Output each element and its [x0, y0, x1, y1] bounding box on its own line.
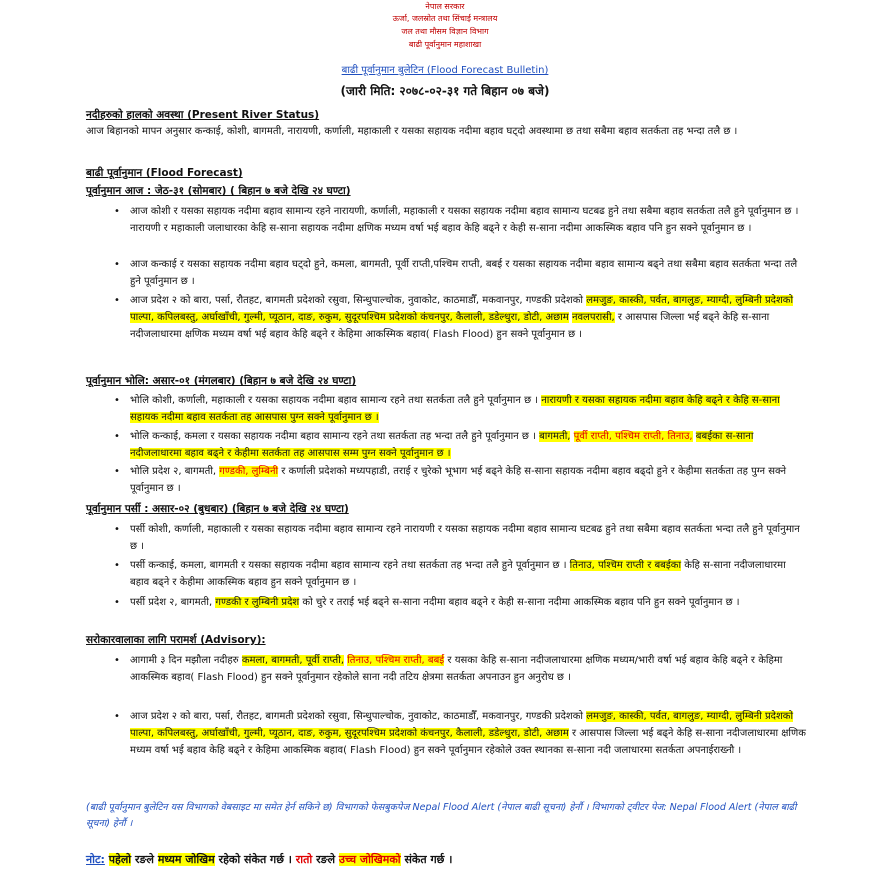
note-medium-risk: मध्यम जोखिम: [157, 853, 215, 866]
tomorrow-bullet-2: [114, 428, 806, 462]
tomorrow-bullet-3-text-b: र कर्णाली प्रदेशको मध्यपहाडी, तराई र चुरेको भूभाग भई बढ्ने केहि स-साना सहायक नदीमा बहाव बढ्दो हुने र केहीमा सतर्कता तह पुग्न सक्ने पूर्वानुमान छ ।: [130, 466, 787, 494]
bullet-icon: •: [114, 466, 120, 477]
tomorrow-bullet-3: [114, 463, 806, 497]
bullet-icon: •: [114, 655, 120, 666]
dayafter-bullet-2: [114, 557, 806, 591]
note-text-1: रङले: [135, 853, 154, 866]
note-text-end: संकेत गर्छ ।: [404, 853, 453, 866]
header-division: बाढी पूर्वानुमान महाशाखा: [408, 40, 482, 49]
present-status-text: आज बिहानको मापन अनुसार कन्काई, कोशी, बागमती, नारायणी, कर्णाली, महाकाली र यसका सहायक नदीमा बहाव घट्दो अवस्थामा छ तथा सबैमा बहाव सतर्कता तह भन्दा तलै छ ।: [86, 126, 738, 137]
present-status-heading: नदीहरुको हालको अवस्था (Present River Status): [86, 109, 320, 121]
dayafter-bullet-2-text-a: पर्सी कन्काई, कमला, बागमती र यसका सहायक नदीमा बहाव सामान्य रहने तथा सतर्कता तह भन्दा तलै हुने पूर्वानुमान छ ।: [130, 560, 567, 571]
tomorrow-bullet-1-text: भोलि कोशी, कर्णाली, महाकाली र यसका सहायक नदीमा बहाव सामान्य रहने तथा सतर्कता तलै हुने पूर्वानुमान छ ।: [130, 395, 539, 406]
tomorrow-bullet-2-red-highlight: पूर्वी राप्ती, पश्चिम राप्ती, तिनाउ,: [573, 431, 693, 442]
legend-note: [86, 852, 452, 867]
today-bullet-3-text-a: आज प्रदेश २ को बारा, पर्सा, रौतहट, बागमती प्रदेशको रसुवा, सिन्धुपाल्चोक, नुवाकोट, काठमाडौँ, मकवानपुर, गण्डकी प्रदेशको: [130, 295, 583, 306]
advisory-bullet-1-text-b: र यसका केहि स-साना नदीजलाधारमा क्षणिक मध्यम/भारी वर्षा भई बहाव केहि बढ्ने र केहिमा आकस्मिक बहाव( Flash Flood) हुन सक्ने पूर्वानुमान रहेकोले साना नदी तटिय क्षेत्रमा सतर्कता अपनाउन हुन अनुरोध छ ।: [130, 655, 783, 683]
tomorrow-bullet-3-highlight: गण्डकी, लुम्बिनी: [219, 466, 279, 477]
tomorrow-bullet-1: [114, 392, 806, 426]
dayafter-bullet-2-highlight: तिनाउ, पश्चिम राप्ती र बबईका: [569, 560, 682, 571]
today-bullet-3: [114, 292, 806, 343]
header-department: जल तथा मौसम विज्ञान विभाग: [401, 27, 489, 36]
bullet-icon: •: [114, 295, 120, 306]
advisory-bullet-2-text-b: र आसपास जिल्ला भई बढ्ने केहि स-साना नदीजलाधारमा क्षणिक मध्यम वर्षा भई बहाव केहि बढ्ने र केहिमा आकस्मिक बहाव( Flash Flood) हुन सक्ने पूर्वानुमान रहेकोले उक्त स्थानका स-साना नदी जलाधारमा सतर्कता अपनाईराख्नौ ।: [130, 728, 806, 756]
bulletin-title: बाढी पूर्वानुमान बुलेटिन (Flood Forecast Bulletin): [341, 65, 549, 76]
dayafter-bullet-1: [114, 521, 806, 555]
dayafter-bullet-2-text-b: केहि स-साना नदीजलाधारमा बहाव बढ्ने र केहीमा आकस्मिक बहाव हुन सक्ने पूर्वानुमान छ ।: [130, 560, 786, 588]
tomorrow-bullet-2-highlight-2: बबईका स-साना नदीजलाधारमा बहाव बढ्ने र केहीमा सतर्कता तह आसपास सम्म पुग्न सक्ने पूर्वानुमान छ ।: [130, 431, 754, 459]
bullet-icon: •: [114, 395, 120, 406]
header-gov: नेपाल सरकार: [425, 2, 465, 11]
note-yellow-word: पहेलो: [108, 853, 132, 866]
note-high-risk: उच्च जोखिमको: [338, 853, 401, 866]
tomorrow-bullet-2-text: भोलि कन्काई, कमला र यसका सहायक नदीमा बहाव सामान्य रहने तथा सतर्कता तह भन्दा तलै हुने पूर्वानुमान छ ।: [130, 431, 536, 442]
today-heading: पूर्वानुमान आज : जेठ-३१ (सोमबार) ( बिहान ७ बजे देखि २४ घण्टा): [86, 185, 351, 197]
tomorrow-heading: पूर्वानुमान भोलि: असार-०१ (मंगलबार) (बिहान ७ बजे देखि २४ घण्टा): [86, 375, 357, 387]
dayafter-bullet-3-text-b: को चुरे र तराई भई बढ्ने स-साना नदीमा बहाव बढ्ने र केही स-साना नदीमा आकस्मिक बहाव पनि हुन सक्ने पूर्वानुमान छ ।: [302, 597, 740, 608]
note-label: नोट:: [86, 853, 105, 866]
note-text-2: रहेको संकेत गर्छ ।: [218, 853, 292, 866]
bullet-icon: •: [114, 206, 120, 217]
dayafter-heading: पूर्वानुमान पर्सी : असार-०२ (बुधबार) (बिहान ७ बजे देखि २४ घण्टा): [86, 503, 349, 515]
advisory-bullet-1-text-a: आगामी ३ दिन मझौला नदीहरु: [130, 655, 239, 666]
today-bullet-1: [114, 203, 806, 237]
bullet-icon: •: [114, 259, 120, 270]
advisory-bullet-1: [114, 652, 806, 686]
bullet-icon: •: [114, 711, 120, 722]
today-bullet-2-text: आज कन्काई र यसका सहायक नदीमा बहाव घट्दो हुने, कमला, बागमती, पूर्वी राप्ती,पश्चिम राप्ती, बबई र यसका सहायक नदीमा बहाव सामान्य बढ्ने तथा सबैमा बहाव सतर्कता भन्दा तलै हुने पूर्वानुमान छ ।: [130, 259, 798, 287]
dayafter-bullet-1-text: पर्सी कोशी, कर्णाली, महाकाली र यसका सहायक नदीमा बहाव सामान्य रहने नारायणी र यसका सहायक नदीमा बहाव सामान्य घटबढ हुने तथा सबैमा बहाव सतर्कता भन्दा तलै हुने पूर्वानुमान छ ।: [130, 524, 800, 552]
advisory-bullet-2: [114, 708, 806, 759]
today-bullet-2: [114, 256, 806, 290]
advisory-bullet-2-text-a: आज प्रदेश २ को बारा, पर्सा, रौतहट, बागमती प्रदेशको रसुवा, सिन्धुपाल्चोक, नुवाकोट, काठमाडौँ, मकवानपुर, गण्डकी प्रदेशको: [130, 711, 583, 722]
footer-links-text: (बाढी पूर्वानुमान बुलेटिन यस विभागको वेबसाइट मा समेत हेर्न सकिने छ) विभागको फेसबुकपेज Nepal Flood Alert (नेपाल बाढी सूचना) हेर्नौ । विभागको ट्वीटर पेज: Nepal Flood Alert (नेपाल बाढी सूचना) हेर्नौ ।: [86, 802, 797, 829]
tomorrow-bullet-1-highlight: नारायणी र यसका सहायक नदीमा बहाव केहि बढ्ने र केहि स-साना सहायक नदीमा बहाव सतर्कता तह आसपास पुग्न सक्ने पूर्वानुमान छ ।: [130, 395, 780, 423]
bullet-icon: •: [114, 597, 120, 608]
today-bullet-3-highlight: लमजुङ, कास्की, पर्वत, बागलुङ, म्याग्दी, लुम्बिनी प्रदेशको पाल्पा, कपिलबस्तु, अर्घाखाँची, गुल्मी, प्यूठान, दाङ, रुकुम, सुदूरपश्चिम प्रदेशको कंचनपुर, कैलाली, डडेल्धुरा, डोटी, अछाम: [130, 295, 794, 323]
tomorrow-bullet-3-text-a: भोलि प्रदेश २, बागमती,: [130, 466, 217, 477]
advisory-bullet-2-highlight: लमजुङ, कास्की, पर्वत, बागलुङ, म्याग्दी, लुम्बिनी प्रदेशको पाल्पा, कपिलबस्तु, अर्घाखाँची, गुल्मी, प्यूठान, दाङ, रुकुम, सुदूरपश्चिम प्रदेशको कंचनपुर, कैलाली, डडेल्धुरा, डोटी, अछाम: [130, 711, 794, 739]
today-bullet-3-text-b: र आसपास जिल्ला भई बढ्ने केहि स-साना नदीजलाधारमा क्षणिक मध्यम वर्षा भई बहाव केहि बढ्ने र केहिमा आकस्मिक बहाव( Flash Flood) हुन सक्ने पूर्वानुमान छ ।: [130, 312, 770, 340]
header-ministry: ऊर्जा, जलस्रोत तथा सिंचाई मन्त्रालय: [392, 14, 498, 23]
advisory-bullet-1-highlight: कमला, बागमती, पूर्वी राप्ती,: [241, 655, 344, 666]
dayafter-bullet-3: [114, 594, 806, 611]
issue-date: (जारी मिति: २०७८-०२-३१ गते बिहान ०७ बजे): [340, 84, 550, 98]
note-text-3: रङले: [316, 853, 336, 866]
tomorrow-bullet-2-highlight-1: बागमती,: [539, 431, 571, 442]
advisory-heading: सरोकारवालाका लागि परामर्श (Advisory):: [86, 634, 266, 646]
bullet-icon: •: [114, 524, 120, 535]
today-bullet-3-highlight-extra: नवलपरासी,: [571, 312, 615, 323]
note-red-word: रातो: [295, 853, 313, 866]
today-bullet-1-text: आज कोशी र यसका सहायक नदीमा बहाव सामान्य रहने नारायणी, कर्णाली, महाकाली र यसका सहायक नदीमा बहाव सामान्य घटबढ हुने तथा सबैमा बहाव सतर्कता तलै हुने पूर्वानुमान छ । नारायणी र महाकाली जलाधारका केहि स-साना सहायक नदीमा क्षणिक मध्यम वर्षा भई बहाव केहि बढ्ने र केही स-साना नदीमा आकस्मिक बहाव पनि हुन सक्ने पूर्वानुमान छ ।: [130, 206, 799, 234]
forecast-heading: बाढी पूर्वानुमान (Flood Forecast): [86, 167, 243, 179]
advisory-bullet-1-red-highlight: तिनाउ, पश्चिम राप्ती, बबई: [347, 655, 445, 666]
bullet-icon: •: [114, 431, 120, 442]
bullet-icon: •: [114, 560, 120, 571]
dayafter-bullet-3-highlight: गण्डकी र लुम्बिनी प्रदेश: [215, 597, 300, 608]
dayafter-bullet-3-text-a: पर्सी प्रदेश २, बागमती,: [130, 597, 213, 608]
